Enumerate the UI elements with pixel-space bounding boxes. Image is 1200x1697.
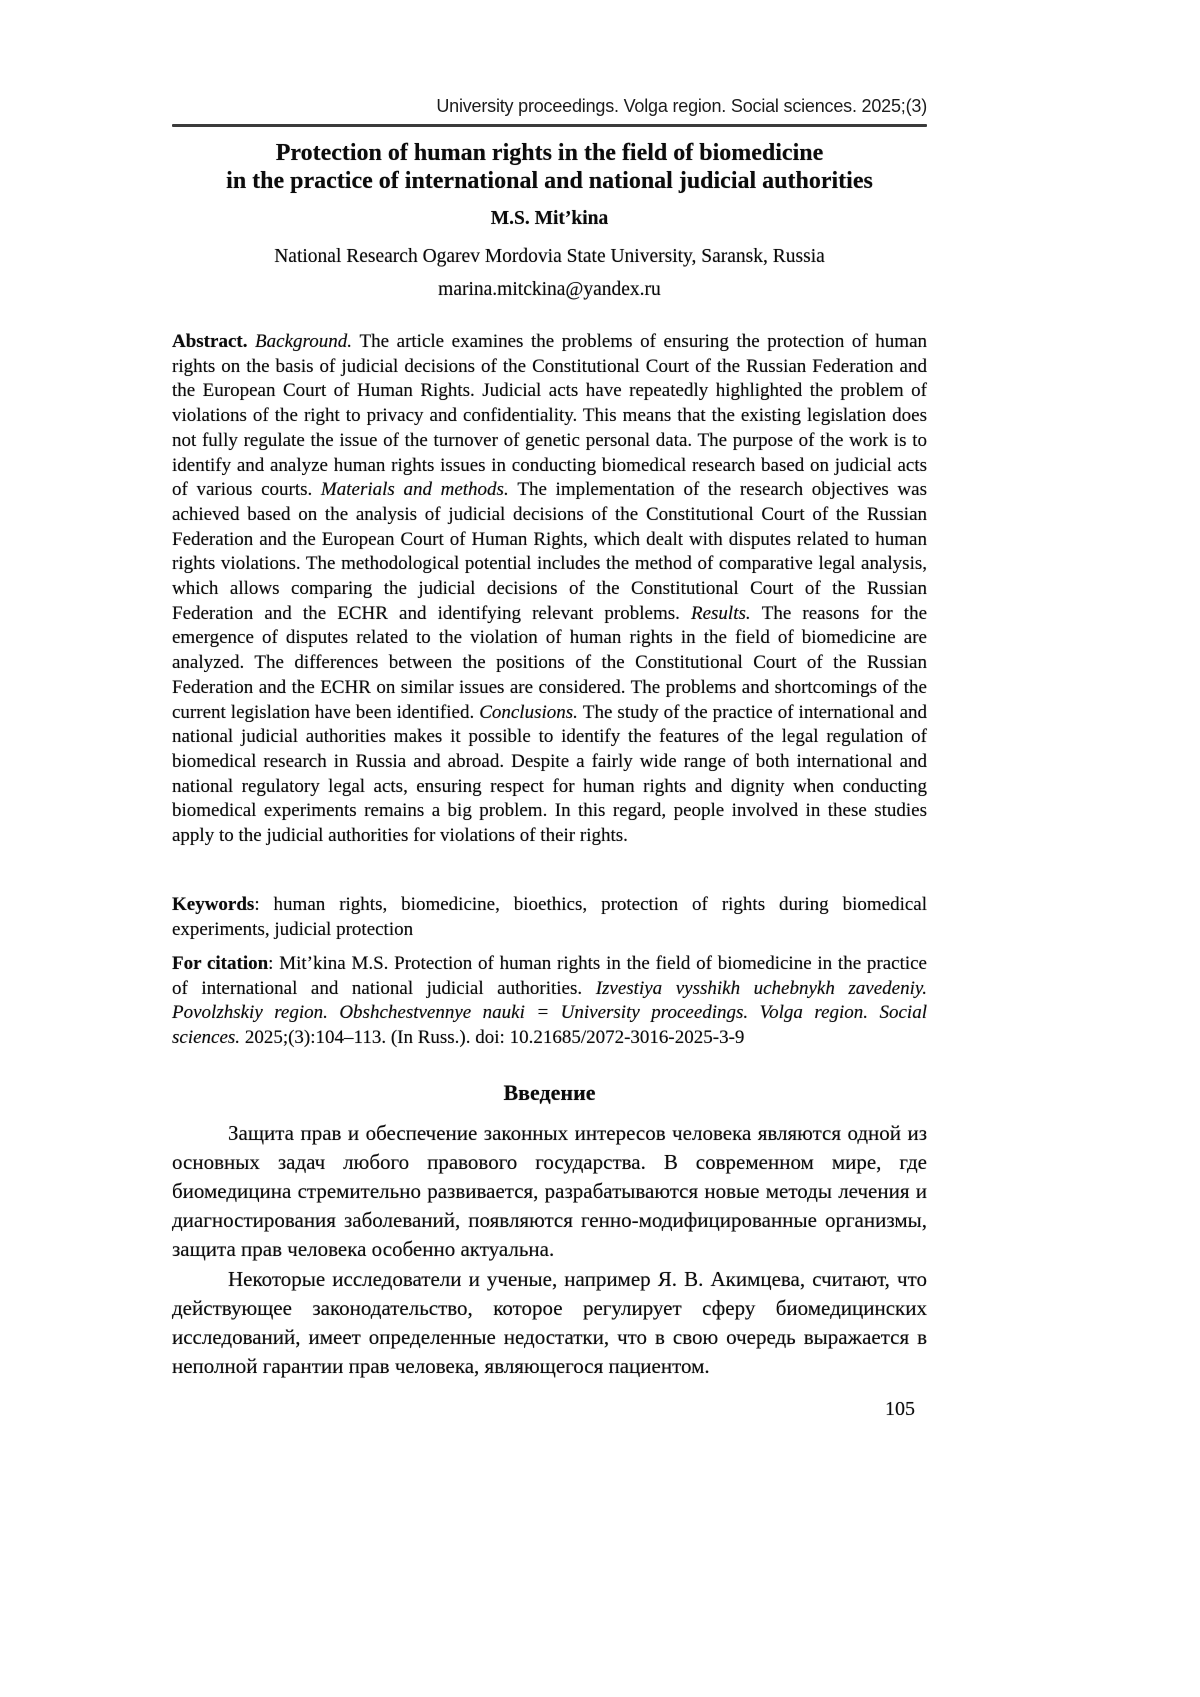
journal-header: University proceedings. Volga region. Social sciences. 2025;(3) — [436, 96, 927, 116]
keywords-paragraph: Keywords: human rights, biomedicine, bioethics, protection of rights during biomedical experiments, judicial protection — [172, 894, 927, 940]
page-number: 105 — [885, 1398, 915, 1420]
intro-paragraph-2: Некоторые исследователи и ученые, например Я. В. Акимцева, считают, что действующее законодательство, которое регулирует сферу биомедицинских исследований, имеет определенные недостатки, что в свою очередь выражается в неполной гарантии прав человека, являющегося пациентом. — [172, 1267, 927, 1378]
content-column — [172, 0, 927, 1697]
intro-paragraph-1: Защита прав и обеспечение законных интересов человека являются одной из основных задач любого правового государства. В современном мире, где биомедицина стремительно развивается, разрабатываются новые методы лечения и диагностирования заболеваний, появляются генно-модифицированные организмы, защита прав человека особенно актуальна. — [172, 1121, 927, 1261]
article-title — [172, 140, 927, 195]
header-rule — [172, 124, 927, 127]
section-heading-introduction: Введение — [503, 1080, 596, 1105]
email-address: marina.mitckina@yandex.ru — [438, 279, 661, 300]
author-name: M.S. Mit’kina — [490, 208, 609, 229]
article-title-line-1: Protection of human rights in the field of biomedicine — [275, 140, 824, 166]
abstract-paragraph: Abstract. Background. The article examines the problems of ensuring the protection of human rights on the basis of judicial decisions of the Constitutional Court of the Russian Federation and the European Court of Human Rights. Judicial acts have repeatedly highlighted the problem of violations of the right to privacy and confidentiality. This means that the existing legislation does not fully regulate the issue of the turnover of genetic personal data. The purpose of the work is to identify and analyze human rights issues in conducting biomedical research based on judicial acts of various courts. Materials and methods. The implementation of the research objectives was achieved based on the analysis of judicial decisions of the Constitutional Court of the Russian Federation and the European Court of Human Rights, which dealt with disputes related to human rights violations. The methodological potential includes the method of comparative legal analysis, which allows comparing the judicial decisions of the Constitutional Court of the Russian Federation and the ECHR and identifying relevant problems. Results. The reasons for the emergence of disputes related to the violation of human rights in the field of biomedicine are analyzed. The differences between the positions of the Constitutional Court of the Russian Federation and the ECHR on similar issues are considered. The problems and shortcomings of the current legislation have been identified. Conclusions. The study of the practice of international and national judicial authorities makes it possible to identify the features of the legal regulation of biomedical research in Russia and abroad. Despite a fairly wide range of both international and national regulatory legal acts, ensuring respect for human rights and dignity when conducting biomedical experiments remains a big problem. In this regard, people involved in these studies apply to the judicial authorities for violations of their rights. — [172, 331, 928, 847]
article-title-line-2: in the practice of international and national judicial authorities — [226, 167, 873, 194]
affiliation: National Research Ogarev Mordovia State University, Saransk, Russia — [274, 246, 825, 267]
citation-paragraph: For citation: Mit’kina M.S. Protection of human rights in the field of biomedicine in the practice of international and national judicial authorities. Izvestiya vysshikh uchebnykh zavedeniy. Povolzhskiy region. Obshchestvennye nauki = University proceedings. Volga region. Social sciences. 2025;(3):104–113. (In Russ.). doi: 10.21685/2072-3016-2025-3-9 — [172, 953, 927, 1049]
